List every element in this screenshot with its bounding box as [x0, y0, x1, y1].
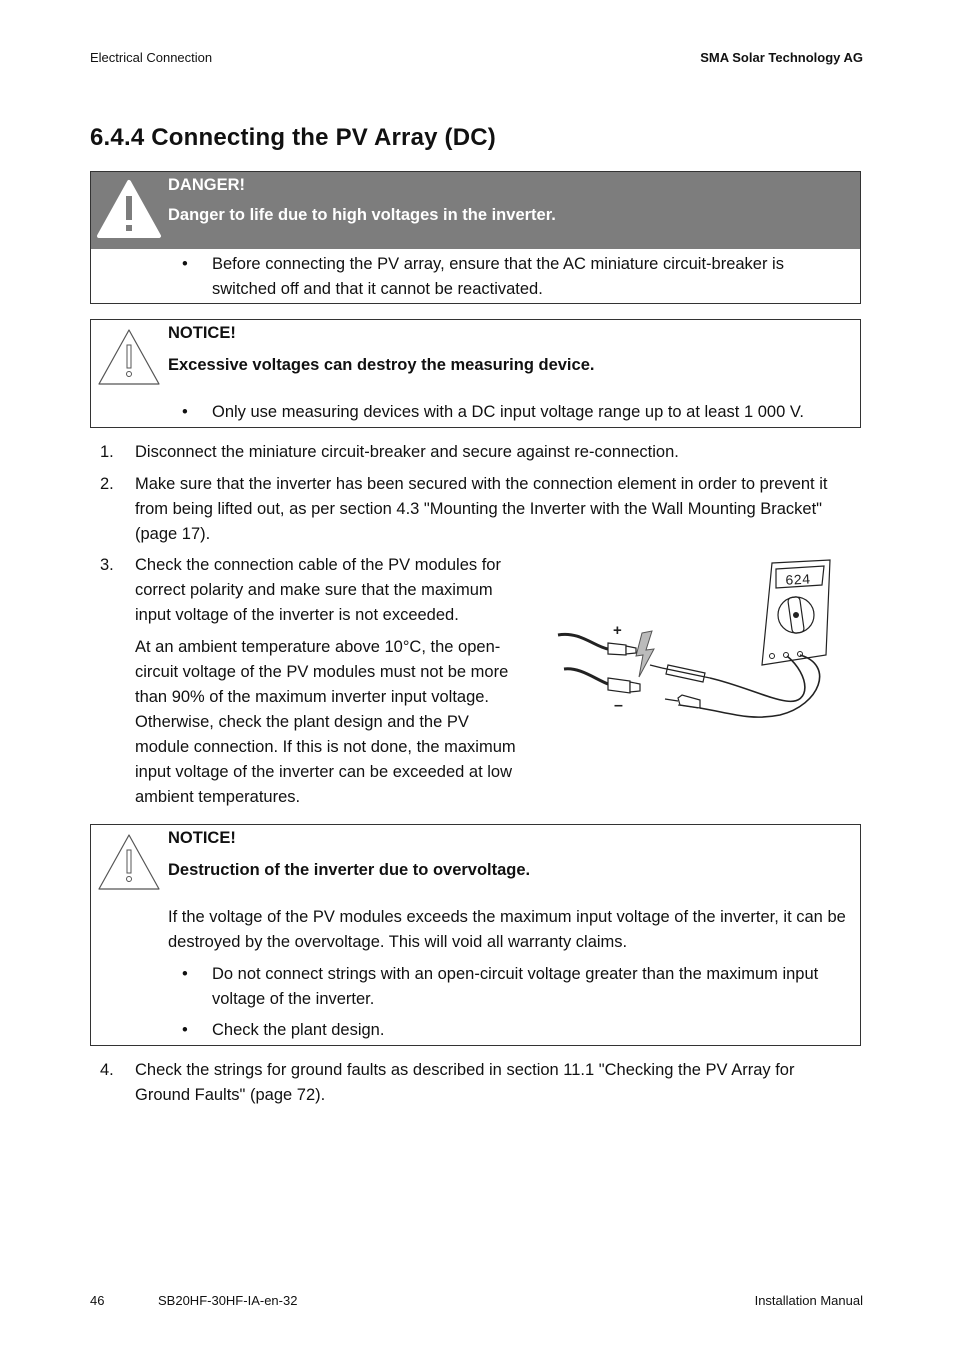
bullet-text: Do not connect strings with an open-circuit voltage greater than the maximum input voltage of the inverter. [212, 965, 819, 1008]
step-paragraph: At an ambient temperature above 10°C, the open-circuit voltage of the PV modules must not be more than 90% of the maximum inverter input voltage. Otherwise, check the plant design and the PV module connection. If this is not done, the maximum input voltage of the inverter can be exceeded at low ambient temperatures. [135, 638, 516, 806]
measurement-illustration [550, 555, 840, 730]
step-text: Make sure that the inverter has been secured with the connection element in order to prevent it from being lifted out, as per section 4.3 "Mounting the Inverter with the Wall Mounting Bracket" (page 17). [135, 475, 828, 543]
notice-heading: Destruction of the inverter due to overvoltage. [168, 861, 531, 879]
document-id: SB20HF-30HF-IA-en-32 [158, 1293, 298, 1308]
list-item [182, 400, 850, 425]
list-item [182, 1018, 850, 1043]
meter-display: 624 [784, 572, 811, 590]
notice-triangle-icon [96, 831, 162, 893]
list-item [182, 252, 850, 302]
danger-heading: Danger to life due to high voltages in the inverter. [168, 206, 556, 224]
notice-heading: Excessive voltages can destroy the measuring device. [168, 356, 595, 374]
minus-symbol: – [614, 697, 623, 714]
step-text: Disconnect the miniature circuit-breaker and secure against re-connection. [135, 443, 679, 461]
step-number: 4. [100, 1061, 114, 1079]
step-text: Check the connection cable of the PV modules for correct polarity and make sure that the maximum input voltage of the inverter is not exceeded. [135, 556, 501, 624]
step-number: 3. [100, 556, 114, 574]
notice-box-measuring [90, 319, 861, 428]
running-header-section: Electrical Connection [90, 50, 213, 65]
bullet-text: Before connecting the PV array, ensure that the AC miniature circuit-breaker is switched off and that it cannot be reactivated. [212, 255, 784, 298]
danger-box [90, 171, 861, 304]
bullet: • [182, 1021, 188, 1039]
list-item [182, 962, 850, 1012]
notice-text: If the voltage of the PV modules exceeds the maximum input voltage of the inverter, it can be destroyed by the overvoltage. This will void all warranty claims. [168, 908, 846, 951]
multimeter [762, 560, 830, 665]
plus-symbol: + [613, 622, 622, 639]
bullet: • [182, 965, 188, 983]
notice-box-overvoltage [90, 824, 861, 1046]
bullet-text: Only use measuring devices with a DC input voltage range up to at least 1 000 V. [212, 403, 804, 421]
step-number: 2. [100, 475, 114, 493]
notice-label: NOTICE! [168, 829, 236, 847]
notice-triangle-icon [96, 326, 162, 388]
step-number: 1. [100, 443, 114, 461]
warning-triangle-icon [96, 178, 162, 240]
step-text: Check the strings for ground faults as described in section 11.1 "Checking the PV Array for Ground Faults" (page 72). [135, 1061, 795, 1104]
notice-label: NOTICE! [168, 324, 236, 342]
section-title: 6.4.4 Connecting the PV Array (DC) [90, 124, 496, 151]
page-number: 46 [90, 1293, 105, 1308]
danger-label: DANGER! [168, 176, 245, 194]
bullet: • [182, 255, 188, 273]
bullet: • [182, 403, 188, 421]
running-header-company: SMA Solar Technology AG [700, 50, 863, 65]
document-type: Installation Manual [754, 1293, 863, 1308]
danger-header [91, 172, 860, 249]
bullet-text: Check the plant design. [212, 1021, 385, 1039]
